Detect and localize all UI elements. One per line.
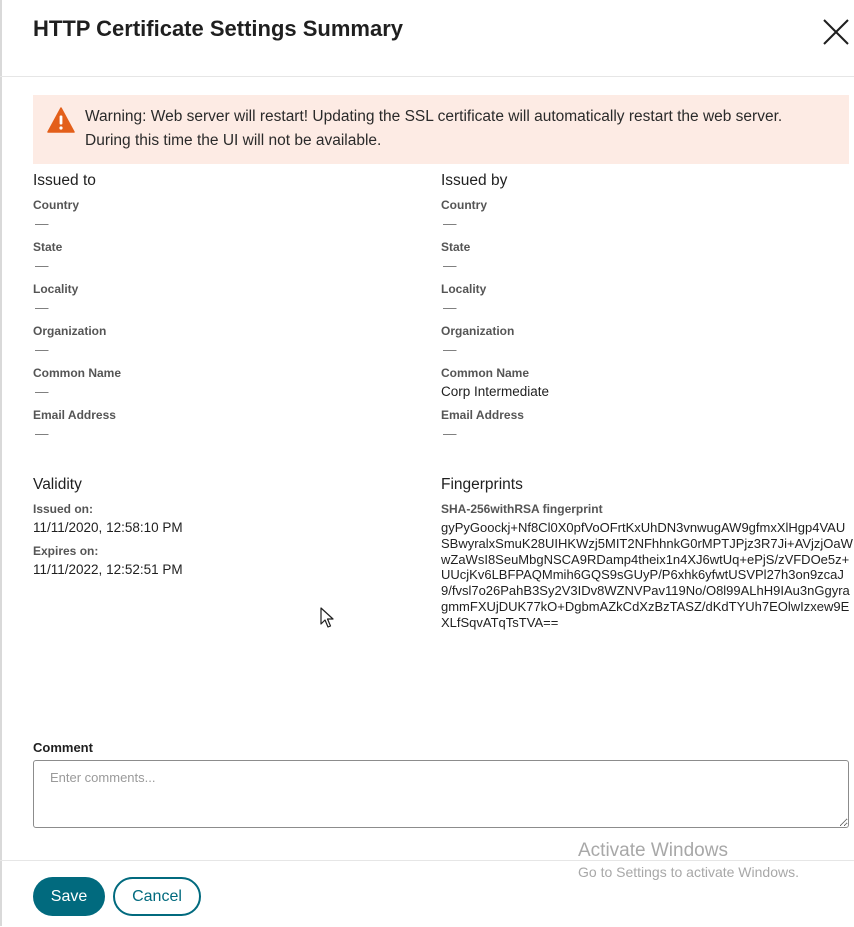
issued-by-email-label: Email Address: [441, 408, 524, 422]
issued-by-locality-label: Locality: [441, 282, 487, 296]
issued-by-organization-label: Organization: [441, 324, 515, 338]
expires-on-label: Expires on:: [33, 544, 99, 558]
issued-to-country-value: —: [35, 216, 49, 231]
issued-to-locality-label: Locality: [33, 282, 79, 296]
cancel-button[interactable]: Cancel: [113, 877, 201, 916]
close-icon: [820, 16, 852, 48]
issued-to-state-value: —: [35, 258, 49, 273]
comment-input[interactable]: [33, 760, 849, 828]
issued-by-organization-value: —: [443, 342, 457, 357]
sha256-fingerprint-label: SHA-256withRSA fingerprint: [441, 502, 603, 516]
mouse-cursor-icon: [320, 607, 334, 629]
fingerprints-heading: Fingerprints: [441, 476, 523, 493]
sha256-fingerprint-value: gyPyGoockj+Nf8Cl0X0pfVoOFrtKxUhDN3vnwugAW9gfmxXlHgp4VAUSBwyralxSmuK28UIHKWzj5MIT2NFhhnkG0rMPTJPjz3R7Ji+AVjzjOaWwZaWsI8SeuMbgNSCA9RDamp4theix1n4XJ6wtUq+ePjS/zVFDOe5z+UUcjKv6LBFPAQMmih6GQS9sGUyP/P6xhk6yfwtUSVPl27h3on9zcaJ9/fvsl7o26PahB3Sy2V3IDv8WZNVPav119No/O8l99ALhH9IAu3nGgyragmmFXUjDUK77kO+DgbmAZkCdXzBzTASZ/dKdTYUh7EOlwIzxew9EXLfSqvATqTsTVA==: [441, 520, 853, 630]
issued-by-common-name-value: Corp Intermediate: [441, 384, 550, 399]
issued-to-heading: Issued to: [33, 172, 96, 189]
issued-by-locality-value: —: [443, 300, 457, 315]
issued-to-email-label: Email Address: [33, 408, 116, 422]
validity-heading: Validity: [33, 476, 82, 493]
issued-by-state-value: —: [443, 258, 457, 273]
warning-text: Warning: Web server will restart! Updating the SSL certificate will automatically restart the web server. During this time the UI will not be available.: [85, 108, 783, 149]
close-button[interactable]: [820, 16, 852, 48]
issued-to-country-label: Country: [33, 198, 79, 212]
dialog-title: HTTP Certificate Settings Summary: [33, 16, 404, 41]
issued-to-organization-label: Organization: [33, 324, 107, 338]
issued-to-common-name-label: Common Name: [33, 366, 122, 380]
issued-to-locality-value: —: [35, 300, 49, 315]
page-edge: [0, 0, 2, 926]
issued-on-value: 11/11/2020, 12:58:10 PM: [33, 520, 183, 535]
issued-to-email-value: —: [35, 426, 49, 441]
warning-icon: [47, 107, 75, 133]
save-button[interactable]: Save: [33, 877, 105, 916]
comment-label: Comment: [33, 740, 93, 755]
expires-on-value: 11/11/2022, 12:52:51 PM: [33, 562, 183, 577]
dialog-header: [0, 0, 854, 77]
issued-to-common-name-value: —: [35, 384, 49, 399]
issued-by-heading: Issued by: [441, 172, 508, 189]
issued-on-label: Issued on:: [33, 502, 94, 516]
issued-by-country-label: Country: [441, 198, 487, 212]
issued-by-country-value: —: [443, 216, 457, 231]
warning-banner: [33, 95, 849, 164]
issued-by-email-value: —: [443, 426, 457, 441]
issued-by-common-name-label: Common Name: [441, 366, 530, 380]
activate-windows-title: Activate Windows: [578, 840, 728, 861]
issued-to-state-label: State: [33, 240, 63, 254]
activate-windows-subtitle: Go to Settings to activate Windows.: [578, 864, 799, 880]
issued-to-organization-value: —: [35, 342, 49, 357]
issued-by-state-label: State: [441, 240, 471, 254]
